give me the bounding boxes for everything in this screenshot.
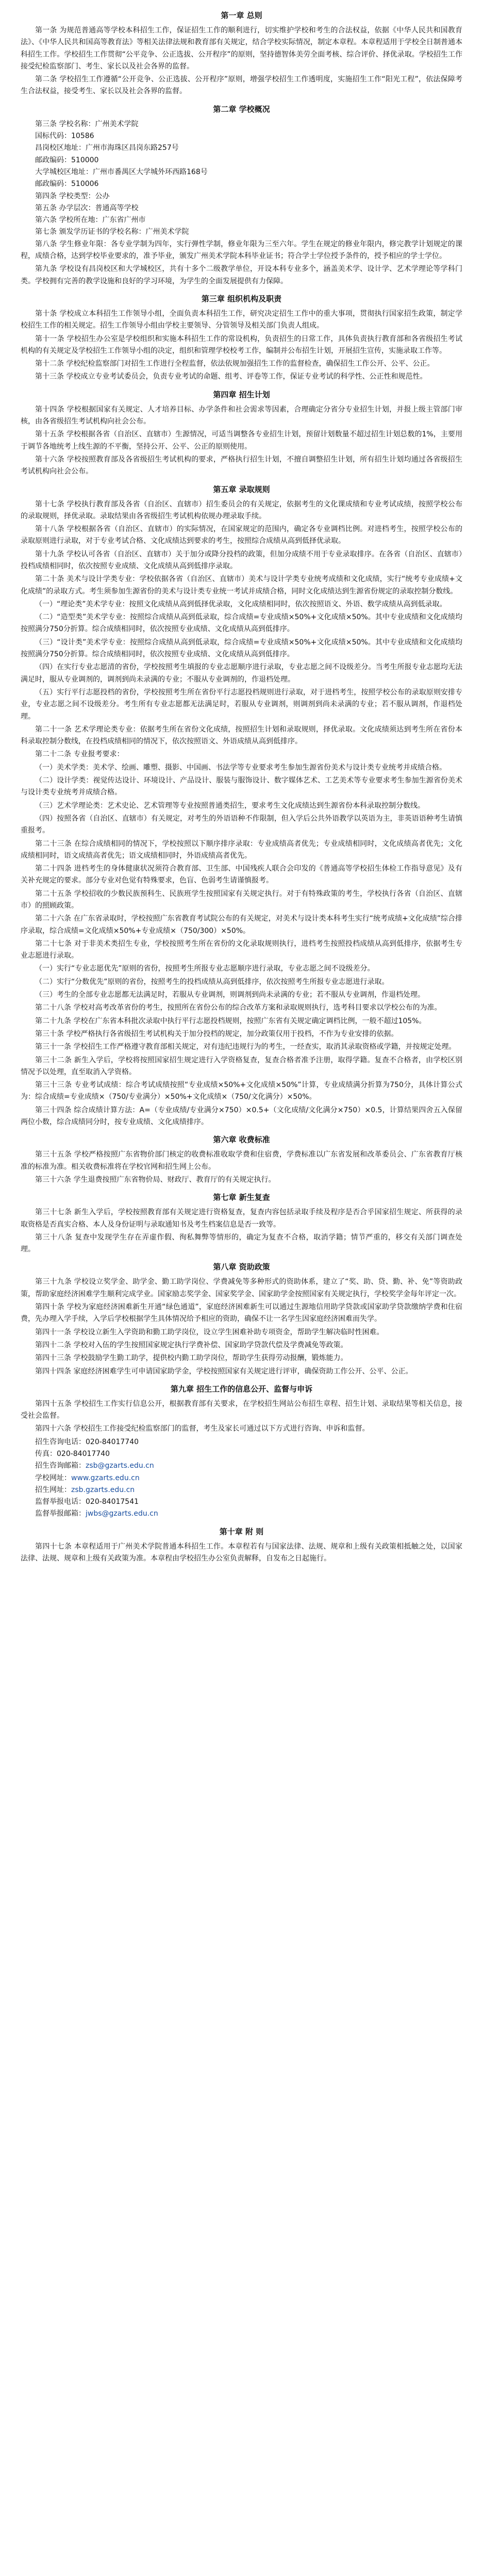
info-line: 第三条 学校名称：广州美术学院 bbox=[35, 120, 139, 128]
article-paragraph: 第四十七条 本章程适用于广州美术学院普通本科招生工作。本章程若有与国家法律、法规、规章和上级有关政策相抵触之处，以国家法律、法规、规章和上级有关政策为准。本章程由学校招生办公室负责解释，自发布之日起施行。 bbox=[21, 1542, 462, 1563]
article-paragraph: 第三十条 学校严格执行各省级招生考试机构关于加分投档的规定，加分政策仅用于投档，不作为专业安排的依据。 bbox=[35, 1029, 398, 1038]
chapter-heading: 第五章 录取规则 bbox=[213, 484, 270, 494]
info-line: 大学城校区地址：广州市番禺区大学城外环西路168号 bbox=[35, 167, 208, 176]
article-paragraph: 第三十二条 新生入学后，学校将按照国家招生规定进行入学资格复查，复查合格者准予注册，取得学籍。复查不合格者，由学校区别情况予以处理，直至取消入学资格。 bbox=[21, 1056, 462, 1076]
article-paragraph: 第十六条 学校按照教育部及各省级招生考试机构的要求，严格执行招生计划，不擅自调整招生计划，所有招生计划均通过各省级招生考试机构向社会公布。 bbox=[21, 455, 462, 476]
article-paragraph: 第三十五条 学校严格按照广东省物价部门核定的收费标准收取学费和住宿费，学费标准以广东省发展和改革委员会、广东省教育厅核准的标准为准。相关收费标准将在学校官网和招生网上公布。 bbox=[21, 1150, 462, 1171]
article-paragraph: 第三十七条 新生入学后，学校按照教育部有关规定进行资格复查，复查内容包括录取手续及程序是否合乎国家招生规定、所获得的录取资格是否真实合格、本人及身份证明与录取通知书及考生档案信息是否一致等。 bbox=[21, 1208, 462, 1229]
contact-link[interactable]: zsb@gzarts.edu.cn bbox=[86, 1462, 154, 1470]
article-paragraph: （二）“造型类”美术学专业：按照综合成绩从高到低录取，综合成绩=专业成绩×50%+文化成绩×50%。其中专业成绩和文化成绩均按照满分750分折算。综合成绩相同时，依次按照专业成绩、文化成绩从高到低排序。 bbox=[21, 613, 462, 634]
article-paragraph: 第十九条 学校认可各省（自治区、直辖市）关于加分或降分投档的政策，但加分成绩不用于专业录取排序。在各省（自治区、直辖市）投档成绩相同时，依次按照专业成绩、文化成绩从高到低排序录取。 bbox=[21, 550, 462, 570]
article-paragraph: （二）设计学类：视觉传达设计、环境设计、产品设计、服装与服饰设计、数字媒体艺术、工艺美术等专业要求考生参加生源省份美术与设计类专业统考并成绩合格。 bbox=[21, 776, 462, 797]
article-paragraph: 第三十一条 学校招生工作严格遵守教育部相关规定，对有违纪违规行为的考生，一经查实，取消其录取资格或学籍，并按规定处理。 bbox=[35, 1043, 456, 1052]
article-paragraph: 第二十二条 专业报考要求： bbox=[35, 750, 124, 759]
info-line[interactable] bbox=[21, 1484, 462, 1496]
article-paragraph: 第九条 学校设有昌岗校区和大学城校区，共有十多个二级教学单位，开设本科专业多个，涵盖美术学、设计学、艺术学理论等学科门类。学校拥有完善的教学设施和良好的学习环境，为学生的全面发展提供有力保障。 bbox=[21, 265, 462, 285]
article-paragraph: 第二十四条 进档考生的身体健康状况须符合教育部、卫生部、中国残疾人联合会印发的《普通高等学校招生体检工作指导意见》及有关补充规定的要求。部分专业对色觉有特殊要求，色盲、色弱考生请谨慎报考。 bbox=[21, 865, 462, 885]
article-paragraph: 第一条 为规范普通高等学校本科招生工作，保证招生工作的顺利进行，切实维护学校和考生的合法权益，依据《中华人民共和国教育法》、《中华人民共和国高等教育法》等相关法律法规和教育部有关规定，结合学校实际情况，制定本章程。本章程适用于学校全日制普通本科招生工作。学校招生工作贯彻“公平竞争、公正选拔、公开程序”的原则，坚持德智体美劳全面考核、综合评价、择优录取。学校招生工作接受纪检监察部门、考生、家长以及社会各界的监督。 bbox=[21, 26, 462, 71]
info-label: 招生网址： bbox=[35, 1485, 71, 1494]
article-paragraph: 第十三条 学校成立专业考试委员会，负责专业考试的命题、组考、评卷等工作，保证专业考试的科学性、公正性和规范性。 bbox=[35, 372, 427, 381]
article-paragraph: 第十七条 学校执行教育部及各省（自治区、直辖市）招生委员会的有关规定，依据考生的文化课成绩和专业考试成绩，按照学校公布的录取规则，择优录取。录取结果由各省级招生考试机构依规办理录取手续。 bbox=[21, 500, 462, 520]
article-paragraph: 第三十六条 学生退费按照广东省物价局、财政厅、教育厅的有关规定执行。 bbox=[35, 1175, 276, 1184]
info-line: 传真：020-84017740 bbox=[35, 1449, 110, 1458]
info-line: 第七条 颁发学历证书的学校名称：广州美术学院 bbox=[35, 228, 189, 236]
article-paragraph: （一）实行“专业志愿优先”原则的省份，按照考生所报专业志愿顺序进行录取，专业志愿之间不设级差分。 bbox=[35, 964, 375, 973]
article-paragraph: 第四十二条 学校对入伍的学生按照国家规定执行学费补偿、国家助学贷款代偿及学费减免等政策。 bbox=[35, 1341, 348, 1349]
article-paragraph: 第十二条 学校纪检监察部门对招生工作进行全程监督，依法依规加强招生工作的监督检查，确保招生工作公开、公平、公正。 bbox=[35, 360, 435, 368]
article-paragraph: 第二十五条 学校招收的少数民族预科生、民族班学生按照国家有关规定执行。对于有特殊政策的考生，学校执行各省（自治区、直辖市）的照顾政策。 bbox=[21, 889, 462, 910]
info-line: 第六条 学校所在地：广东省广州市 bbox=[35, 216, 146, 225]
info-line: 第五条 办学层次：普通高等学校 bbox=[35, 204, 139, 212]
article-paragraph: 第四十一条 学校设立新生入学资助和勤工助学岗位，设立学生困难补助专项资金，帮助学生解决临时性困难。 bbox=[35, 1328, 384, 1336]
info-label: 招生咨询邮箱： bbox=[35, 1462, 86, 1470]
chapter-heading: 第三章 组织机构及职责 bbox=[201, 294, 282, 303]
article-paragraph: 第三十八条 复查中发现学生存在弄虚作假、徇私舞弊等情形的，确定为复查不合格，取消学籍；情节严重的，移交有关部门调查处理。 bbox=[21, 1233, 462, 1254]
article-paragraph: 第二十七条 对于非美术类招生专业，学校按照考生所在省份的文化录取规则执行，进档考生按照投档成绩从高到低排序，依据考生专业志愿进行录取。 bbox=[21, 939, 462, 960]
article-paragraph: （一）美术学类：美术学、绘画、雕塑、摄影、中国画、书法学等专业要求考生参加生源省份美术与设计类专业统考并成绩合格。 bbox=[35, 763, 446, 772]
article-paragraph: （四）按照各省（自治区、直辖市）有关规定，对考生的外语语种不作限制，但入学后公共外语教学以英语为主，非英语语种考生请慎重报考。 bbox=[21, 814, 462, 835]
info-line[interactable] bbox=[21, 1508, 462, 1520]
contact-link[interactable]: www.gzarts.edu.cn bbox=[71, 1473, 140, 1482]
article-paragraph: 第二十八条 学校对高考改革省份的考生，按照所在省份公布的综合改革方案和录取规则执行，选考科目要求以学校公布的为准。 bbox=[35, 1004, 442, 1012]
article-paragraph: 第四十条 学校为家庭经济困难新生开通“绿色通道”，家庭经济困难新生可以通过生源地信用助学贷款或国家助学贷款缴纳学费和住宿费，先办理入学手续，入学后学校根据学生具体情况给予相应的资助，确保不让一名学生因家庭经济困难而失学。 bbox=[21, 1303, 462, 1324]
contact-link[interactable]: jwbs@gzarts.edu.cn bbox=[86, 1510, 158, 1518]
article-paragraph: 第二十九条 学校在广东省本科批次录取中执行平行志愿投档规则，按照广东省有关规定确定调档比例，一般不超过105%。 bbox=[35, 1016, 426, 1025]
info-line: 第四条 学校类型：公办 bbox=[35, 192, 110, 200]
info-line: 招生咨询电话：020-84017740 bbox=[35, 1437, 139, 1446]
article-paragraph: 第八条 学生修业年限：各专业学制为四年，实行弹性学制，修业年限为三至六年。学生在规定的修业年限内，修完教学计划规定的课程，成绩合格，达到学校毕业要求的，准予毕业，颁发广州美术学院本科毕业证书；符合学士学位授予条件的，授予相应的学士学位。 bbox=[21, 240, 462, 261]
info-line[interactable] bbox=[21, 1472, 462, 1484]
article-paragraph: 第二十一条 艺术学理论类专业：依据考生所在省份文化成绩，按照招生计划和录取规则，择优录取。文化成绩须达到考生所在省份本科录取控制分数线，在投档成绩相同的情况下，依次按照语文、外语成绩从高到低排序。 bbox=[21, 725, 462, 746]
article-paragraph: 第十五条 学校根据各省（自治区、直辖市）生源情况，可适当调整各专业招生计划，预留计划数量不超过招生计划总数的1%，主要用于调节各地统考上线生源的不平衡，坚持公开、公平、公正的原则使用。 bbox=[21, 430, 462, 451]
info-line: 邮政编码：510006 bbox=[35, 180, 99, 189]
article-paragraph: （五）实行平行志愿投档的省份，学校按照考生所在省份平行志愿投档规则进行录取，对于进档考生，按照学校公布的录取原则安排专业，专业志愿之间不设级差分。考生所有专业志愿都无法满足时，若服从专业调剂，则调剂到尚未录满的专业；若不服从调剂，作退档处理。 bbox=[21, 688, 462, 721]
article-paragraph: 第十条 学校成立本科招生工作领导小组，全面负责本科招生工作，研究决定招生工作中的重大事项，贯彻执行国家招生政策，制定学校招生工作的相关规定。招生工作领导小组由学校主要领导、分管领导及相关部门负责人组成。 bbox=[21, 309, 462, 330]
chapter-heading: 第十章 附 则 bbox=[219, 1527, 264, 1536]
chapter-heading: 第六章 收费标准 bbox=[213, 1135, 270, 1145]
article-paragraph: （三）考生的全部专业志愿都无法满足时，若服从专业调剂，则调剂到尚未录满的专业；若不服从专业调剂，作退档处理。 bbox=[35, 991, 425, 999]
info-label: 学校网址： bbox=[35, 1473, 71, 1482]
article-paragraph: 第三十九条 学校设立奖学金、助学金、勤工助学岗位、学费减免等多种形式的资助体系，建立了“奖、助、贷、勤、补、免”等资助政策，帮助家庭经济困难学生顺利完成学业。国家励志奖学金、国家奖学金、国家助学金按照国家有关规定执行，学校奖学金每年评定一次。 bbox=[21, 1278, 462, 1298]
article-paragraph: （二）实行“分数优先”原则的省份，按照考生的投档成绩从高到低排序，依次按照考生所报专业志愿进行录取。 bbox=[35, 977, 389, 986]
info-line: 昌岗校区地址：广州市海珠区昌岗东路257号 bbox=[35, 144, 179, 152]
info-line: 监督举报电话：020-84017541 bbox=[35, 1498, 139, 1506]
article-paragraph: （四）在实行专业志愿清的省份，学校按照考生填报的专业志愿顺序进行录取，专业志愿之间不设级差分。当考生所报专业志愿均无法满足时，服从专业调剂的，调剂到尚未录满的专业；不服从专业调剂的，作退档处理。 bbox=[21, 663, 462, 684]
article-paragraph: （三）“设计类”美术学专业：按照综合成绩从高到低录取，综合成绩=专业成绩×50%+文化成绩×50%。其中专业成绩和文化成绩均按照满分750分折算。综合成绩相同时，依次按照专业成绩、文化成绩从高到低排序。 bbox=[21, 638, 462, 659]
chapter-heading: 第七章 新生复查 bbox=[213, 1193, 270, 1202]
contact-link[interactable]: zsb.gzarts.edu.cn bbox=[71, 1485, 135, 1494]
chapter-heading: 第一章 总则 bbox=[221, 11, 262, 20]
article-paragraph: 第四十五条 学校招生工作实行信息公开，根据教育部有关要求，在学校招生网站公布招生章程、招生计划、录取结果等相关信息，接受社会监督。 bbox=[21, 1399, 462, 1420]
article-paragraph: 第二十条 美术与设计学类专业：学校依据各省（自治区、直辖市）美术与设计学类专业统考成绩和文化成绩，实行“统考专业成绩+文化成绩”的录取方式。考生须参加生源省份的美术与设计类专业统一考试并成绩合格，同时文化成绩达到生源省份规定的录取控制分数线。 bbox=[21, 575, 462, 596]
info-line[interactable] bbox=[21, 1460, 462, 1472]
article-paragraph: 第三十三条 专业考试成绩：综合考试成绩按照“专业成绩×50%+文化成绩×50%”计算，专业成绩满分折算为750分，具体计算公式为：综合成绩=专业成绩×（750/专业满分）×50%+文化成绩×（750/文化满分）×50%。 bbox=[21, 1081, 462, 1101]
article-paragraph: 第十四条 学校根据国家有关规定、人才培养目标、办学条件和社会需求等因素，合理确定分省分专业招生计划，并报上级主管部门审核，由各省级招生考试机构向社会公布。 bbox=[21, 405, 462, 426]
chapter-heading: 第二章 学校概况 bbox=[213, 104, 270, 114]
info-line: 邮政编码：510000 bbox=[35, 156, 99, 164]
article-paragraph: 第二十三条 在综合成绩相同的情况下，学校按照以下顺序排序录取：专业成绩高者优先；专业成绩相同时，文化成绩高者优先；文化成绩相同时，语文成绩高者优先；语文成绩相同时，外语成绩高者优先。 bbox=[21, 839, 462, 860]
article-paragraph: 第十八条 学校根据各省（自治区、直辖市）的实际情况，在国家规定的范围内，确定各专业调档比例。对进档考生，按照学校公布的录取原则进行录取，对于专业考试合格、文化成绩达到要求的考生，按照综合成绩从高到低择优录取。 bbox=[21, 525, 462, 546]
article-paragraph: （一）“理论类”美术学专业：按照文化成绩从高到低择优录取，文化成绩相同时，依次按照语文、外语、数学成绩从高到低录取。 bbox=[35, 600, 447, 608]
chapter-heading: 第八章 资助政策 bbox=[213, 1262, 270, 1272]
info-line: 国标代码：10586 bbox=[35, 132, 94, 141]
article-paragraph: 第三十四条 综合成绩计算方法：A=（专业成绩/专业满分×750）×0.5+（文化成绩/文化满分×750）×0.5，计算结果四舍五入保留两位小数，综合成绩同分时，按专业成绩、文化成绩排序。 bbox=[21, 1106, 462, 1127]
chapter-heading: 第四章 招生计划 bbox=[213, 389, 270, 399]
article-paragraph: 第二十六条 在广东省录取时，学校按照广东省教育考试院公布的有关规定，对美术与设计类本科考生实行“统考成绩+文化成绩”综合排序录取，综合成绩=文化成绩×50%+专业成绩×（750/300）×50%。 bbox=[21, 914, 462, 935]
article-paragraph: 第四十六条 学校招生工作接受纪检监察部门的监督，考生及家长可通过以下方式进行咨询、申诉和监督。 bbox=[35, 1425, 370, 1433]
article-paragraph: 第四十四条 家庭经济困难学生可申请国家助学金，学校按照国家有关规定进行评审，确保资助工作公开、公平、公正。 bbox=[35, 1367, 413, 1376]
info-label: 监督举报邮箱： bbox=[35, 1510, 86, 1518]
chapter-heading: 第九章 招生工作的信息公开、监督与申诉 bbox=[170, 1384, 313, 1394]
article-paragraph: 第四十三条 学校鼓励学生勤工助学，提供校内勤工助学岗位，帮助学生获得劳动报酬，锻炼能力。 bbox=[35, 1354, 348, 1363]
article-paragraph: （三）艺术学理论类：艺术史论、艺术管理等专业按照普通类招生，要求考生文化成绩达到生源省份本科录取控制分数线。 bbox=[35, 801, 425, 810]
article-paragraph: 第二条 学校招生工作遵循“公开竞争、公正选拔、公开程序”原则，增强学校招生工作透明度，实施招生工作“阳光工程”，依法保障考生合法权益，接受考生、家长以及社会各界的监督。 bbox=[21, 75, 462, 96]
article-paragraph: 第十一条 学校招生办公室是学校组织和实施本科招生工作的常设机构，负责招生的日常工作，具体负责执行教育部和各省级招生考试机构的有关规定及学校招生工作领导小组的决定，组织和管理学校校考工作，编制并公布招生计划，开展招生宣传，实施录取工作等。 bbox=[21, 334, 462, 355]
